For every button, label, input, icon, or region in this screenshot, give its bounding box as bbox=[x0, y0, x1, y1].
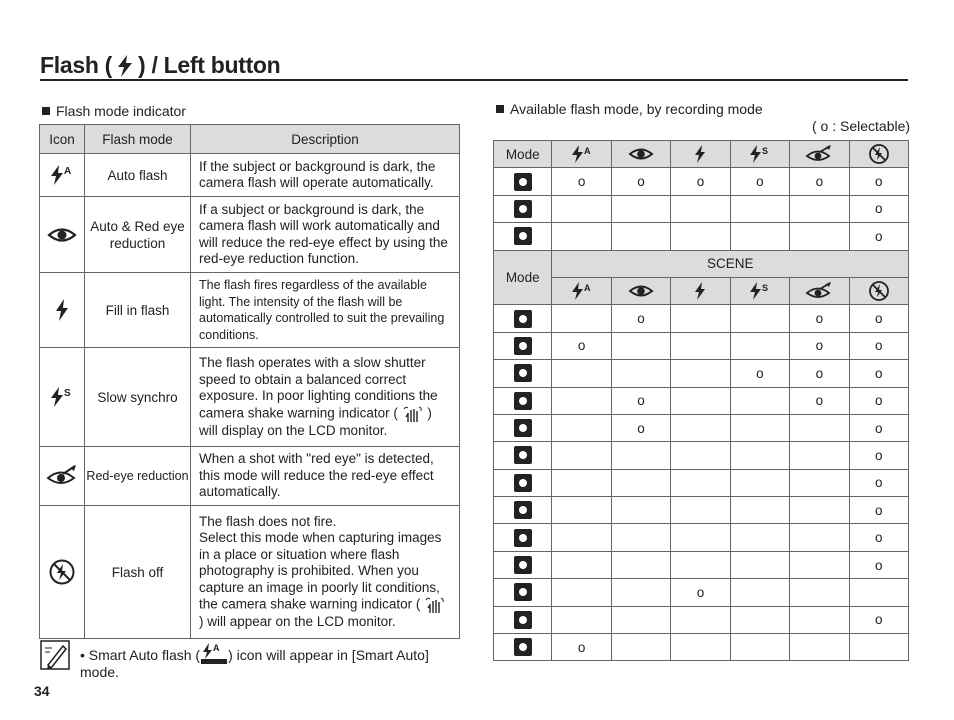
selectable-cell bbox=[730, 579, 789, 606]
red-eye-fix-icon bbox=[40, 447, 85, 506]
selectable-cell bbox=[730, 524, 789, 551]
selectable-cell: o bbox=[552, 168, 611, 195]
table-row bbox=[494, 497, 909, 524]
beauty-shot-icon bbox=[494, 305, 552, 332]
mode-label: Mode bbox=[494, 250, 552, 305]
table-row bbox=[40, 348, 460, 447]
selectable-cell bbox=[790, 606, 849, 633]
selectable-cell: o bbox=[790, 168, 849, 195]
smart-auto-flash-icon bbox=[200, 642, 228, 664]
col-flash-mode: Flash mode bbox=[85, 125, 191, 154]
selectable-cell bbox=[730, 332, 789, 359]
red-eye-fix-icon bbox=[790, 141, 849, 168]
table-row bbox=[494, 469, 909, 496]
selectable-cell: o bbox=[849, 414, 908, 441]
page-title-right: ) / Left button bbox=[138, 52, 281, 78]
selectable-cell bbox=[671, 360, 730, 387]
selectable-cell bbox=[671, 387, 730, 414]
selectable-cell bbox=[730, 606, 789, 633]
selectable-cell: o bbox=[671, 579, 730, 606]
selectable-cell bbox=[849, 634, 908, 661]
selectable-cell bbox=[552, 524, 611, 551]
table-header-row bbox=[40, 125, 460, 154]
available-flash-mode-heading bbox=[496, 101, 763, 117]
page-number: 34 bbox=[34, 683, 50, 699]
selectable-cell bbox=[611, 360, 670, 387]
table-row bbox=[494, 387, 909, 414]
col-description: Description bbox=[191, 125, 460, 154]
selectable-cell bbox=[671, 606, 730, 633]
selectable-cell bbox=[611, 579, 670, 606]
selectable-cell bbox=[552, 305, 611, 332]
selectable-cell bbox=[552, 551, 611, 578]
heading-text: Flash mode indicator bbox=[56, 103, 186, 119]
selectable-cell bbox=[671, 195, 730, 222]
table-row bbox=[40, 197, 460, 273]
selectable-cell bbox=[730, 551, 789, 578]
camera-shake-icon bbox=[402, 405, 424, 423]
selectable-cell bbox=[611, 195, 670, 222]
col-icon: Icon bbox=[40, 125, 85, 154]
selectable-cell bbox=[671, 634, 730, 661]
selectable-cell bbox=[790, 579, 849, 606]
text-icon bbox=[494, 497, 552, 524]
selectable-cell bbox=[790, 551, 849, 578]
svg-text:A: A bbox=[583, 146, 591, 157]
table-row bbox=[494, 634, 909, 661]
heading-text: Available flash mode, by recording mode bbox=[510, 101, 763, 117]
selectable-cell: o bbox=[790, 387, 849, 414]
dawn-icon bbox=[494, 551, 552, 578]
selectable-cell bbox=[611, 442, 670, 469]
selectable-cell: o bbox=[552, 634, 611, 661]
selectable-cell: o bbox=[671, 168, 730, 195]
selectable-cell bbox=[671, 524, 730, 551]
table-row bbox=[494, 442, 909, 469]
table-row bbox=[494, 305, 909, 332]
selectable-cell bbox=[552, 414, 611, 441]
fill-flash-icon bbox=[40, 273, 85, 348]
selectable-cell bbox=[730, 305, 789, 332]
flash-mode-table bbox=[39, 124, 460, 639]
red-eye-icon bbox=[611, 277, 670, 304]
mode-name: Auto & Red eye reduction bbox=[85, 197, 191, 273]
page-title-left: Flash ( bbox=[40, 52, 113, 78]
slow-synchro-icon bbox=[730, 141, 789, 168]
title-rule bbox=[40, 79, 908, 81]
selectable-cell: o bbox=[849, 606, 908, 633]
fill-flash-icon bbox=[671, 141, 730, 168]
flash-mode-indicator-heading bbox=[42, 103, 186, 119]
selectable-cell: o bbox=[790, 360, 849, 387]
selectable-cell bbox=[730, 442, 789, 469]
table-row bbox=[40, 154, 460, 197]
selectable-cell: o bbox=[552, 332, 611, 359]
selectable-cell bbox=[730, 223, 789, 250]
selectable-cell bbox=[790, 195, 849, 222]
red-eye-icon bbox=[40, 197, 85, 273]
table-row bbox=[494, 360, 909, 387]
selectable-cell: o bbox=[611, 168, 670, 195]
selectable-cell: o bbox=[849, 442, 908, 469]
selectable-cell bbox=[790, 524, 849, 551]
selectable-cell bbox=[671, 497, 730, 524]
mode-name: Flash off bbox=[85, 506, 191, 639]
table-row bbox=[40, 273, 460, 348]
slow-synchro-icon bbox=[40, 348, 85, 447]
svg-text:A: A bbox=[64, 166, 72, 177]
selectable-cell bbox=[671, 469, 730, 496]
table-row bbox=[494, 524, 909, 551]
selectable-cell bbox=[552, 442, 611, 469]
selectable-cell: o bbox=[849, 360, 908, 387]
flash-auto-icon bbox=[552, 277, 611, 304]
mode-description: When a shot with "red eye" is detected, this mode will reduce the red-eye effect automatically. bbox=[191, 447, 460, 506]
flash-availability-table bbox=[493, 140, 909, 661]
children-icon bbox=[494, 414, 552, 441]
table-row bbox=[494, 223, 909, 250]
flash-off-icon bbox=[40, 506, 85, 639]
selectable-cell bbox=[611, 551, 670, 578]
mode-name: Fill in flash bbox=[85, 273, 191, 348]
sunset-icon bbox=[494, 524, 552, 551]
page-title bbox=[40, 52, 280, 79]
selectable-cell bbox=[671, 223, 730, 250]
mode-description: If a subject or background is dark, the camera flash will work automatically and will reduce the red-eye effect by using the red-eye reduction function. bbox=[191, 197, 460, 273]
selectable-cell bbox=[552, 579, 611, 606]
square-bullet-icon bbox=[496, 105, 504, 113]
mode-description: The flash fires regardless of the available light. The intensity of the flash will be automatically controlled to suit the prevailing conditions. bbox=[191, 273, 460, 348]
selectable-cell: o bbox=[790, 332, 849, 359]
selectable-cell bbox=[552, 195, 611, 222]
night-scene-icon bbox=[494, 360, 552, 387]
flash-off-icon bbox=[849, 277, 908, 304]
selectable-cell bbox=[790, 469, 849, 496]
selectable-legend: ( o : Selectable) bbox=[812, 118, 911, 134]
scene-header-row bbox=[494, 250, 909, 277]
selectable-cell bbox=[611, 634, 670, 661]
note-icon bbox=[40, 640, 70, 670]
fireworks-icon bbox=[494, 606, 552, 633]
selectable-cell bbox=[730, 387, 789, 414]
selectable-cell bbox=[552, 497, 611, 524]
selectable-cell bbox=[552, 223, 611, 250]
landscape-icon bbox=[494, 442, 552, 469]
selectable-cell bbox=[730, 497, 789, 524]
frame-guide-icon bbox=[494, 332, 552, 359]
table-row bbox=[40, 506, 460, 639]
selectable-cell: o bbox=[790, 305, 849, 332]
camera-shake-icon bbox=[424, 596, 446, 614]
selectable-cell bbox=[671, 305, 730, 332]
selectable-cell bbox=[790, 414, 849, 441]
selectable-cell bbox=[552, 387, 611, 414]
mode-name: Red-eye reduction bbox=[85, 447, 191, 506]
flash-icon-header-row bbox=[494, 141, 909, 168]
mode-label: Mode bbox=[494, 141, 552, 168]
selectable-cell: o bbox=[849, 469, 908, 496]
selectable-cell: o bbox=[849, 524, 908, 551]
selectable-cell: o bbox=[730, 360, 789, 387]
mode-name: Auto flash bbox=[85, 154, 191, 197]
close-up-icon bbox=[494, 469, 552, 496]
selectable-cell bbox=[552, 469, 611, 496]
selectable-cell: o bbox=[849, 223, 908, 250]
dual-is-mode-icon bbox=[494, 195, 552, 222]
flash-auto-icon bbox=[40, 154, 85, 197]
flash-off-icon bbox=[849, 141, 908, 168]
mode-name: Slow synchro bbox=[85, 348, 191, 447]
fill-flash-icon bbox=[671, 277, 730, 304]
selectable-cell: o bbox=[730, 168, 789, 195]
mode-description: If the subject or background is dark, the camera flash will operate automatically. bbox=[191, 154, 460, 197]
backlight-icon bbox=[494, 579, 552, 606]
selectable-cell bbox=[790, 442, 849, 469]
selectable-cell bbox=[671, 442, 730, 469]
selectable-cell bbox=[611, 223, 670, 250]
selectable-cell bbox=[552, 360, 611, 387]
svg-text:A: A bbox=[583, 283, 591, 294]
selectable-cell bbox=[552, 606, 611, 633]
mode-description: The flash does not fire. Select this mode when capturing images in a place or situation where flash photography is prohibited. When you capture an image in poorly lit conditions, the camera shake warning indicator ( ) will appear on the LCD monitor. bbox=[191, 506, 460, 639]
table-row bbox=[494, 414, 909, 441]
svg-text:S: S bbox=[761, 283, 768, 294]
note-text: • Smart Auto flash ( A ) icon will appear in [Smart Auto] mode. bbox=[80, 643, 429, 680]
program-mode-icon bbox=[494, 168, 552, 195]
selectable-cell bbox=[611, 469, 670, 496]
selectable-cell: o bbox=[611, 305, 670, 332]
selectable-cell bbox=[671, 551, 730, 578]
selectable-cell bbox=[849, 579, 908, 606]
flash-auto-icon bbox=[552, 141, 611, 168]
selectable-cell bbox=[611, 606, 670, 633]
flash-icon bbox=[115, 54, 135, 78]
svg-text:A: A bbox=[213, 643, 220, 653]
svg-text:S: S bbox=[761, 146, 768, 157]
table-row bbox=[494, 551, 909, 578]
slow-synchro-icon bbox=[730, 277, 789, 304]
selectable-cell: o bbox=[849, 305, 908, 332]
portrait-icon bbox=[494, 387, 552, 414]
selectable-cell: o bbox=[849, 195, 908, 222]
selectable-cell bbox=[730, 414, 789, 441]
table-row bbox=[40, 447, 460, 506]
selectable-cell: o bbox=[849, 551, 908, 578]
mode-description: The flash operates with a slow shutter speed to obtain a balanced correct exposure. In poor lighting conditions the camera shake warning indicator ( ) will display on the LCD monitor. bbox=[191, 348, 460, 447]
selectable-cell: o bbox=[611, 414, 670, 441]
selectable-cell bbox=[611, 497, 670, 524]
table-row bbox=[494, 195, 909, 222]
selectable-cell bbox=[790, 223, 849, 250]
selectable-cell: o bbox=[849, 387, 908, 414]
table-row bbox=[494, 579, 909, 606]
red-eye-icon bbox=[611, 141, 670, 168]
selectable-cell bbox=[611, 524, 670, 551]
table-row bbox=[494, 168, 909, 195]
scene-label: SCENE bbox=[552, 250, 909, 277]
beach-snow-icon bbox=[494, 634, 552, 661]
red-eye-fix-icon bbox=[790, 277, 849, 304]
flash-icon-header-row bbox=[494, 277, 909, 304]
selectable-cell bbox=[790, 634, 849, 661]
selectable-cell: o bbox=[849, 168, 908, 195]
svg-text:S: S bbox=[64, 388, 71, 399]
selectable-cell bbox=[671, 332, 730, 359]
selectable-cell bbox=[730, 195, 789, 222]
selectable-cell bbox=[730, 469, 789, 496]
selectable-cell bbox=[730, 634, 789, 661]
movie-mode-icon bbox=[494, 223, 552, 250]
selectable-cell bbox=[671, 414, 730, 441]
square-bullet-icon bbox=[42, 107, 50, 115]
table-row bbox=[494, 332, 909, 359]
selectable-cell bbox=[790, 497, 849, 524]
selectable-cell: o bbox=[611, 387, 670, 414]
selectable-cell: o bbox=[849, 497, 908, 524]
table-row bbox=[494, 606, 909, 633]
selectable-cell bbox=[611, 332, 670, 359]
selectable-cell: o bbox=[849, 332, 908, 359]
